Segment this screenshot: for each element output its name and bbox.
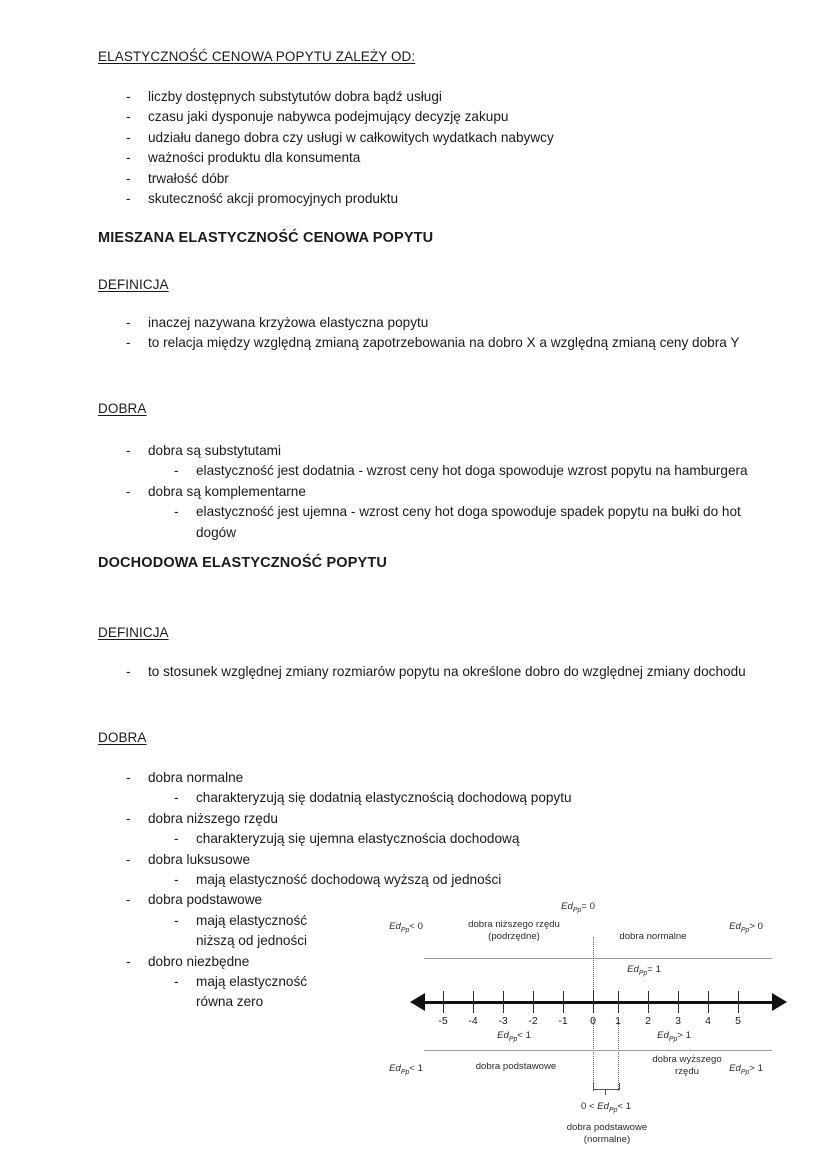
- formula-sub: Pp: [508, 1035, 518, 1043]
- formula-sub: Pp: [400, 926, 410, 934]
- formula-op: = 1: [647, 964, 661, 975]
- bullet-marker: -: [126, 170, 131, 186]
- list-item: [126, 461, 748, 481]
- heading-cross-price-elasticity: MIESZANA ELASTYCZNOŚĆ CENOWA POPYTU: [98, 230, 434, 246]
- diagram-tick: [503, 991, 504, 1013]
- diagram-band-upper-left-line2: (podrzędne): [488, 931, 540, 942]
- formula-op: = 0: [581, 901, 595, 912]
- diagram-tick-label: -2: [528, 1015, 538, 1027]
- list-item: [126, 148, 766, 168]
- list-item-label: dobra są substytutami: [148, 443, 281, 458]
- formula-op: < 1: [517, 1030, 531, 1041]
- formula-sub: Pp: [400, 1068, 410, 1076]
- bullet-marker: -: [174, 504, 179, 520]
- formula-pre: 0 <: [580, 1101, 595, 1112]
- diagram-tick-label: 4: [705, 1015, 711, 1027]
- diagram-tick: [443, 991, 444, 1013]
- bullet-marker: -: [126, 953, 131, 969]
- formula-sub: Pp: [638, 969, 648, 977]
- formula-lhs: Ed: [389, 1063, 401, 1074]
- list-item-label: mają elastyczność: [196, 912, 308, 928]
- bullet-marker: -: [126, 335, 131, 351]
- list-item-label: inaczej nazywana krzyżowa elastyczna popytu: [148, 315, 429, 330]
- bullet-marker: -: [126, 191, 131, 207]
- list-item-label: elastyczność jest dodatnia - wzrost ceny hot doga spowoduje wzrost popytu na hamburgera: [196, 463, 748, 479]
- formula-sub: Pp: [572, 906, 582, 914]
- list-item-label: to stosunek względnej zmiany rozmiarów popytu na określone dobro do względnej zmiany dochodu: [148, 664, 746, 679]
- bullet-marker: -: [126, 443, 131, 458]
- diagram-tick-label: -4: [468, 1015, 478, 1027]
- diagram-tick: [533, 991, 534, 1013]
- diagram-label-top-right: [708, 921, 784, 937]
- diagram-tick-label: 2: [645, 1015, 651, 1027]
- diagram-guide-line-lower: [424, 1050, 772, 1051]
- formula-lhs: Ed: [597, 1101, 609, 1112]
- bullet-marker: -: [174, 831, 179, 847]
- list-item: [126, 169, 766, 189]
- diagram-tick: [708, 991, 709, 1013]
- formula-lhs: Ed: [561, 901, 573, 912]
- list-item-label: charakteryzują się dodatnią elastycznością dochodową popytu: [196, 790, 572, 806]
- list-income-definition: [126, 662, 754, 682]
- diagram-tick: [678, 991, 679, 1013]
- list-item: [126, 829, 646, 849]
- list-item-label: skuteczność akcji promocyjnych produktu: [148, 191, 399, 207]
- heading-income-definition: DEFINICJA: [98, 625, 169, 640]
- diagram-label-bottom-right: [708, 1063, 784, 1079]
- diagram-tick-label: 3: [675, 1015, 681, 1027]
- diagram-label-below-axis-left: [474, 1030, 554, 1046]
- list-item: [126, 482, 748, 502]
- formula-op: < 0: [409, 921, 423, 932]
- diagram-band-upper-left-line1: dobra niższego rzędu: [468, 919, 560, 930]
- diagram-brace-caption-line1: dobra podstawowe: [566, 1122, 648, 1133]
- diagram-tick-label: 0: [590, 1015, 596, 1027]
- list-item: [126, 870, 646, 890]
- diagram-band-upper-right: dobra normalne: [619, 931, 687, 942]
- formula-lhs: Ed: [729, 921, 741, 932]
- bullet-marker: -: [126, 109, 131, 125]
- list-item-label: trwałość dóbr: [148, 170, 229, 186]
- list-item: [126, 313, 762, 333]
- bullet-marker: -: [174, 790, 179, 806]
- formula-lhs: Ed: [657, 1030, 669, 1041]
- formula-sub: Pp: [608, 1106, 618, 1114]
- diagram-label-top-center: [538, 901, 618, 917]
- heading-income-goods: DOBRA: [98, 730, 147, 745]
- bullet-marker: -: [174, 463, 179, 479]
- list-item-label-line2: niższą od jedności: [196, 933, 308, 949]
- diagram-band-lower-right-line1: dobra wyższego: [652, 1054, 722, 1065]
- diagram-tick-label: -5: [438, 1015, 448, 1027]
- list-item: [126, 768, 646, 788]
- formula-lhs: Ed: [497, 1030, 509, 1041]
- heading-income-elasticity: DOCHODOWA ELASTYCZNOŚĆ POPYTU: [98, 555, 387, 571]
- diagram-band-lower-left: dobra podstawowe: [475, 1061, 557, 1072]
- diagram-tick: [473, 991, 474, 1013]
- bullet-marker: -: [126, 89, 131, 104]
- list-item-label: dobro niezbędne: [148, 953, 250, 969]
- diagram-band-lower-right-line2: rzędu: [675, 1066, 699, 1077]
- diagram-label-bottom-left: [368, 1063, 444, 1079]
- list-item: [126, 850, 646, 870]
- list-item-label: dobra niższego rzędu: [148, 810, 278, 826]
- formula-op: > 1: [677, 1030, 691, 1041]
- diagram-label-top-left: [368, 921, 444, 937]
- diagram-dotted-line-zero-lower: [593, 1019, 594, 1091]
- list-item-label: to relacja między względną zmianą zapotrzebowania na dobro X a względną zmianą ceny dobra Y: [148, 335, 740, 351]
- bullet-marker: -: [126, 150, 131, 166]
- bullet-marker: -: [126, 770, 131, 785]
- diagram-tick: [563, 991, 564, 1013]
- income-elasticity-number-line-diagram: [366, 893, 786, 1143]
- diagram-guide-line-upper: [424, 958, 772, 959]
- bullet-marker: -: [126, 664, 131, 679]
- diagram-arrow-right-icon: [772, 993, 787, 1011]
- list-item: [126, 502, 748, 543]
- bullet-marker: -: [126, 129, 131, 145]
- list-item-label: dobra są komplementarne: [148, 483, 306, 499]
- diagram-brace-caption-line2: (normalne): [583, 1134, 631, 1145]
- list-item-label: dobra podstawowe: [148, 892, 263, 908]
- list-cross-goods: [126, 441, 748, 543]
- formula-sub: Pp: [740, 926, 750, 934]
- list-item-label: dobra luksusowe: [148, 851, 251, 867]
- formula-op: < 1: [617, 1101, 632, 1112]
- diagram-tick: [618, 991, 619, 1013]
- diagram-brace-label: [556, 1101, 656, 1117]
- formula-lhs: Ed: [389, 921, 401, 932]
- diagram-dotted-line-one: [618, 1019, 619, 1091]
- bullet-marker: -: [126, 810, 131, 826]
- formula-sub: Pp: [740, 1068, 750, 1076]
- bullet-marker: -: [174, 872, 179, 888]
- list-item: [126, 441, 748, 461]
- list-item-label: elastyczność jest ujemna - wzrost ceny hot doga spowoduje spadek popytu na bułki do hot dogów: [196, 504, 741, 540]
- list-item: [126, 107, 766, 127]
- list-item: [126, 128, 766, 148]
- formula-lhs: Ed: [729, 1063, 741, 1074]
- diagram-arrow-left-icon: [410, 993, 425, 1011]
- diagram-brace: [593, 1083, 620, 1090]
- diagram-tick-label: -3: [498, 1015, 508, 1027]
- formula-sub: Pp: [668, 1035, 678, 1043]
- formula-lhs: Ed: [627, 964, 639, 975]
- formula-op: < 1: [409, 1063, 423, 1074]
- diagram-label-below-axis-right: [634, 1030, 714, 1046]
- list-item-label: mają elastyczność dochodową wyższą od jedności: [196, 872, 502, 888]
- diagram-band-upper-left: [444, 919, 584, 943]
- formula-op: > 1: [749, 1063, 763, 1074]
- bullet-marker: -: [126, 315, 131, 330]
- diagram-tick-label: 5: [735, 1015, 741, 1027]
- list-item-label: charakteryzują się ujemna elastycznościa dochodową: [196, 831, 520, 847]
- bullet-marker: -: [126, 892, 131, 908]
- list-item-label: mają elastyczność: [196, 974, 308, 990]
- list-item: [126, 809, 646, 829]
- bullet-marker: -: [174, 974, 179, 990]
- list-item-label: udziału danego dobra czy usługi w całkowitych wydatkach nabywcy: [148, 129, 554, 145]
- heading-cross-goods: DOBRA: [98, 401, 147, 416]
- diagram-brace-caption: [552, 1122, 662, 1146]
- diagram-tick: [738, 991, 739, 1013]
- formula-op: > 0: [749, 921, 763, 932]
- list-item-label: liczby dostępnych substytutów dobra bądź usługi: [148, 89, 442, 104]
- list-cross-definition: [126, 313, 762, 354]
- list-item: [126, 662, 754, 682]
- diagram-tick-label: 1: [615, 1015, 621, 1027]
- diagram-brace-stem: [605, 1089, 606, 1095]
- diagram-label-mid-right: [604, 964, 684, 980]
- heading-price-elasticity-depends: ELASTYCZNOŚĆ CENOWA POPYTU ZALEŻY OD:: [98, 49, 416, 64]
- list-item-label-line2: równa zero: [196, 994, 264, 1010]
- diagram-axis-line: [424, 1001, 772, 1004]
- list-item: [126, 87, 766, 107]
- list-item: [126, 189, 766, 209]
- bullet-marker: -: [126, 483, 131, 499]
- heading-cross-definition: DEFINICJA: [98, 277, 169, 292]
- bullet-marker: -: [174, 912, 179, 928]
- list-item-label: czasu jaki dysponuje nabywca podejmujący decyzję zakupu: [148, 109, 509, 125]
- list-item: [126, 788, 646, 808]
- diagram-tick-label: -1: [558, 1015, 568, 1027]
- list-item: [126, 333, 762, 353]
- list-item-label: ważności produktu dla konsumenta: [148, 150, 361, 166]
- list-item-label: dobra normalne: [148, 770, 244, 785]
- list-price-elasticity-depends: [126, 87, 766, 209]
- diagram-tick: [593, 991, 594, 1013]
- bullet-marker: -: [126, 851, 131, 867]
- diagram-tick: [648, 991, 649, 1013]
